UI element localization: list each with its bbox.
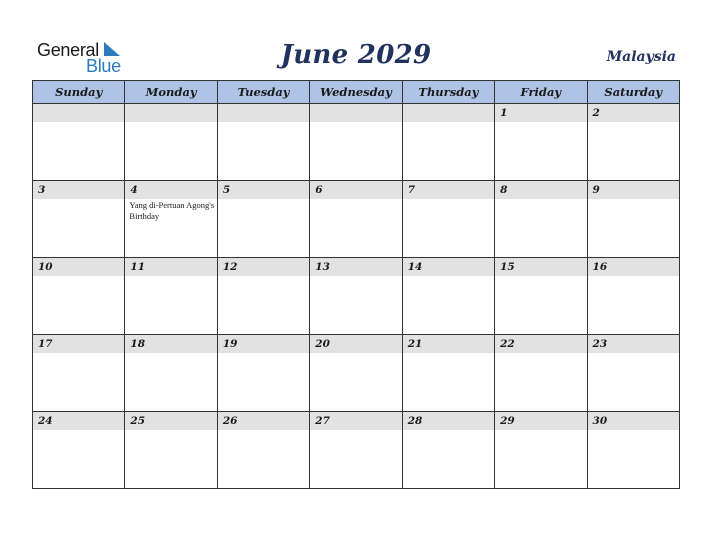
day-number: 24	[38, 415, 53, 427]
day-cell	[125, 181, 217, 258]
weekday-header: Saturday	[587, 81, 679, 104]
weekday-header-row	[33, 81, 680, 104]
day-number: 12	[222, 261, 238, 273]
day-number: 15	[500, 261, 515, 273]
day-cell	[217, 335, 309, 412]
day-number-bar	[495, 104, 586, 122]
logo-general-text: General	[37, 40, 99, 60]
day-cell	[125, 412, 217, 489]
day-number-bar	[218, 181, 309, 199]
holiday-label: Yang di-Pertuan Agong's Birthday	[129, 200, 215, 221]
day-cell	[125, 335, 217, 412]
day-cell	[495, 104, 587, 181]
day-number: 1	[500, 107, 508, 119]
day-number: 27	[315, 415, 330, 427]
day-cell	[33, 258, 125, 335]
day-cell	[587, 104, 679, 181]
day-number: 25	[130, 415, 146, 427]
day-number: 16	[592, 261, 608, 273]
day-number-bar	[33, 104, 124, 122]
day-cell	[587, 258, 679, 335]
day-number: 23	[592, 338, 608, 350]
day-number: 18	[130, 338, 146, 350]
day-cell	[402, 412, 494, 489]
day-cell	[587, 335, 679, 412]
weekday-header: Wednesday	[310, 81, 402, 104]
day-number: 21	[407, 338, 423, 350]
day-number: 6	[315, 184, 323, 196]
day-number-bar	[588, 104, 679, 122]
day-cell	[217, 412, 309, 489]
day-number: 20	[315, 338, 330, 350]
calendar-grid	[32, 80, 680, 489]
logo-blue-text: Blue	[86, 56, 121, 76]
week-row	[33, 412, 680, 489]
day-cell	[495, 412, 587, 489]
weekday-header: Friday	[495, 81, 587, 104]
day-number: 29	[500, 415, 515, 427]
day-cell	[587, 412, 679, 489]
weekday-header: Thursday	[402, 81, 494, 104]
day-number: 10	[38, 261, 53, 273]
day-number: 13	[315, 261, 330, 273]
day-cell	[217, 181, 309, 258]
day-cell	[402, 104, 494, 181]
day-number-bar	[218, 104, 309, 122]
country-name: Malaysia	[606, 49, 676, 65]
calendar-title: June 2029	[280, 40, 432, 70]
day-number: 30	[592, 415, 608, 427]
day-number: 17	[38, 338, 53, 350]
day-cell	[495, 335, 587, 412]
day-cell	[33, 104, 125, 181]
day-number: 11	[130, 261, 146, 273]
day-cell	[402, 258, 494, 335]
day-number: 26	[222, 415, 238, 427]
day-number-bar	[310, 104, 401, 122]
day-cell	[33, 412, 125, 489]
day-number: 28	[407, 415, 423, 427]
day-cell	[310, 258, 402, 335]
day-cell	[217, 258, 309, 335]
weekday-header: Sunday	[33, 81, 125, 104]
day-number: 3	[38, 184, 46, 196]
day-cell	[310, 412, 402, 489]
day-number-bar	[588, 181, 679, 199]
day-number-bar	[403, 181, 494, 199]
day-cell	[495, 181, 587, 258]
day-cell	[310, 335, 402, 412]
day-number-bar	[403, 104, 494, 122]
day-number: 22	[500, 338, 515, 350]
day-cell	[402, 335, 494, 412]
day-number-bar	[310, 181, 401, 199]
day-number: 9	[592, 184, 600, 196]
day-number: 4	[130, 184, 138, 196]
day-number: 2	[592, 107, 600, 119]
week-row	[33, 335, 680, 412]
day-cell	[217, 104, 309, 181]
day-number: 5	[222, 184, 231, 196]
day-number-bar	[125, 104, 216, 122]
day-number-bar	[125, 181, 216, 199]
day-number: 19	[222, 338, 238, 350]
day-cell	[125, 104, 217, 181]
day-number: 8	[500, 184, 508, 196]
day-number: 14	[407, 261, 423, 273]
day-cell	[310, 181, 402, 258]
day-cell	[495, 258, 587, 335]
day-cell	[33, 335, 125, 412]
day-number: 7	[407, 184, 415, 196]
weekday-header: Tuesday	[217, 81, 309, 104]
week-row	[33, 258, 680, 335]
weekday-header: Monday	[125, 81, 217, 104]
day-cell	[310, 104, 402, 181]
day-cell	[33, 181, 125, 258]
day-cell	[587, 181, 679, 258]
week-row	[33, 104, 680, 181]
day-number-bar	[495, 181, 586, 199]
day-number-bar	[33, 181, 124, 199]
week-row	[33, 181, 680, 258]
day-cell	[125, 258, 217, 335]
day-cell	[402, 181, 494, 258]
